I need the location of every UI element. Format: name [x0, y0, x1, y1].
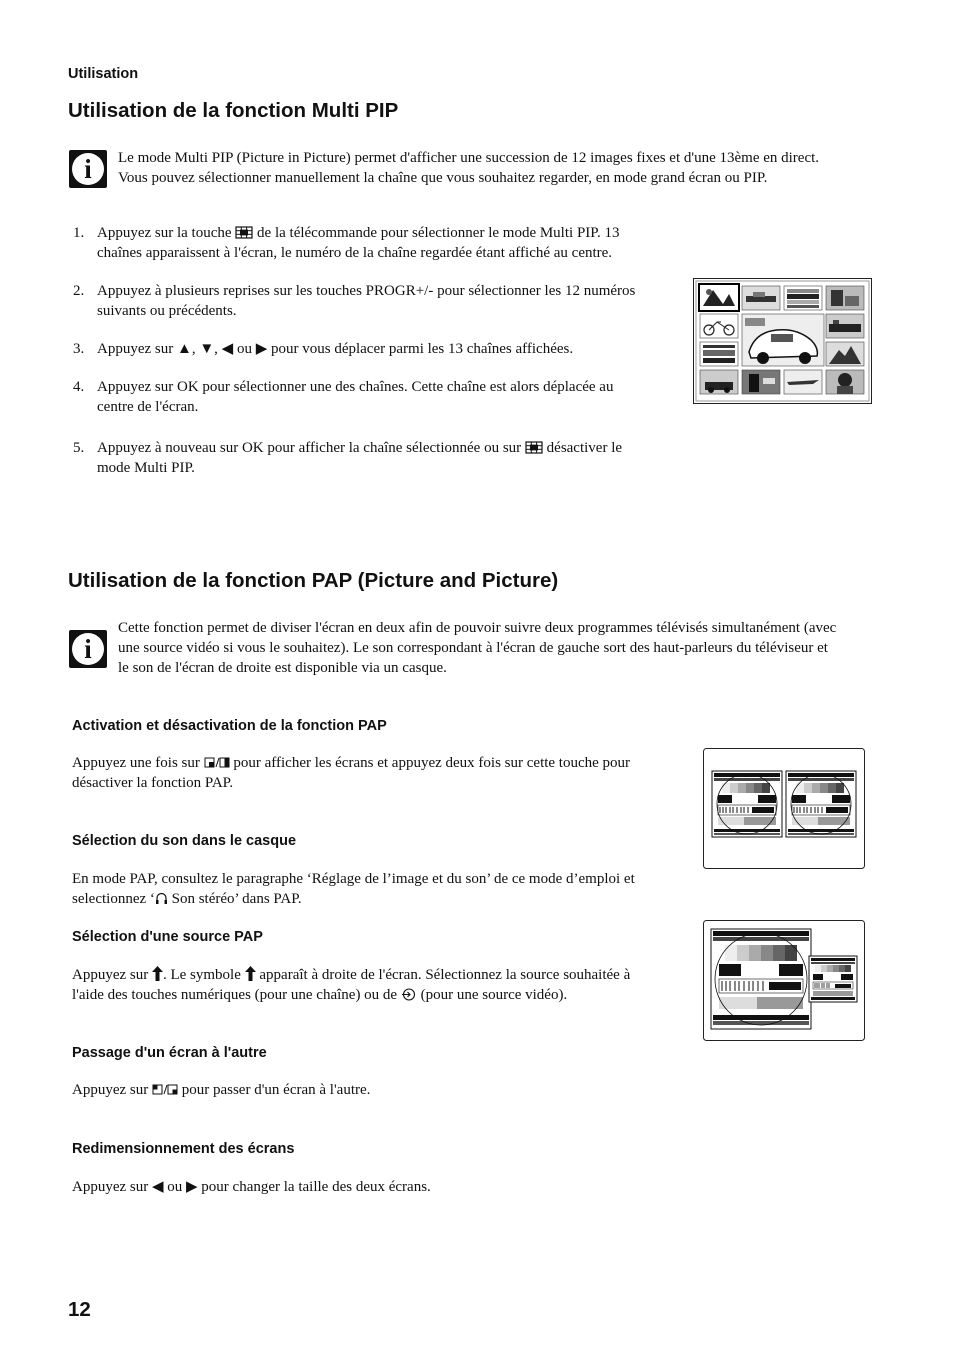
- text-span: Appuyez sur: [72, 1082, 149, 1098]
- activation-text: [72, 753, 682, 793]
- multipip-info-line2: Vous pouvez sélectionner manuellement la chaîne que vous souhaitez regarder, en mode grand écran ou PIP.: [118, 170, 768, 186]
- up-arrow-icon: [152, 966, 163, 981]
- text-span: Son stéréo’ dans PAP.: [171, 891, 302, 907]
- step-text: mode Multi PIP.: [97, 460, 195, 476]
- section-title-multipip: Utilisation de la fonction Multi PIP: [68, 99, 399, 122]
- text-span: désactiver la fonction PAP.: [72, 775, 234, 791]
- up-arrow-icon: [245, 966, 256, 981]
- son-text: [72, 869, 692, 909]
- step-item: [73, 281, 687, 321]
- multipip-info-line1: Le mode Multi PIP (Picture in Picture) permet d'afficher une succession de 12 images fixes et d'une 13ème en direct.: [118, 150, 820, 166]
- text-span: l'aide des touches numériques (pour une chaîne) ou de: [72, 987, 398, 1003]
- text-span: En mode PAP, consultez le paragraphe ‘Réglage de l’image et du son’ de ce mode d’emploi et: [72, 871, 635, 887]
- pap-info-line1: Cette fonction permet de diviser l'écran en deux afin de pouvoir suivre deux programmes télévisés simultanément (avec: [118, 620, 837, 636]
- step-number: 3.: [73, 341, 85, 357]
- running-header: Utilisation: [68, 66, 139, 82]
- step-item: [73, 438, 687, 478]
- source-text: [72, 965, 692, 1005]
- step-item: [73, 223, 687, 263]
- step-text: chaînes apparaissent à l'écran, le numéro de la chaîne regardée étant affiché au centre.: [97, 245, 613, 261]
- text-span: pour passer d'un écran à l'autre.: [181, 1082, 371, 1098]
- step-text: Appuyez sur OK pour sélectionner une des chaînes. Cette chaîne est alors déplacée au: [97, 379, 614, 395]
- resize-text: Appuyez sur ◀ ou ▶ pour changer la taille des deux écrans.: [72, 1179, 431, 1195]
- subheading-resize: Redimensionnement des écrans: [72, 1141, 295, 1157]
- step-text: Appuyez sur ▲, ▼, ◀ ou ▶ pour vous déplacer parmi les 13 chaînes affichées.: [97, 341, 574, 357]
- step-text: Appuyez à plusieurs reprises sur les touches PROGR+/- pour sélectionner les 12 numéros: [97, 283, 636, 299]
- subheading-activation: Activation et désactivation de la fonction PAP: [72, 718, 387, 734]
- step-text: de la télécommande pour sélectionner le mode Multi PIP. 13: [257, 225, 620, 241]
- step-number: 4.: [73, 379, 85, 395]
- page-number: 12: [68, 1298, 91, 1321]
- pap-button-icon: [204, 756, 230, 769]
- text-span: . Le symbole: [162, 967, 241, 983]
- text-span: (pour une source vidéo).: [420, 987, 568, 1003]
- step-text: centre de l'écran.: [97, 399, 199, 415]
- text-span: apparaît à droite de l'écran. Sélectionnez la source souhaitée à: [259, 967, 631, 983]
- multipip-button-icon: [235, 226, 253, 239]
- text-span: selectionnez ‘: [72, 891, 155, 907]
- text-span: Appuyez une fois sur: [72, 755, 200, 771]
- step-number: 2.: [73, 283, 85, 299]
- step-text: suivants ou précédents.: [97, 303, 237, 319]
- step-text: Appuyez à nouveau sur OK pour afficher la chaîne sélectionnée ou sur: [97, 440, 522, 456]
- text-span: pour afficher les écrans et appuyez deux fois sur cette touche pour: [233, 755, 631, 771]
- video-input-icon: [401, 988, 417, 1001]
- info-icon: i: [69, 630, 107, 668]
- text-span: Appuyez sur: [72, 967, 149, 983]
- step-number: 1.: [73, 225, 85, 241]
- headphones-icon: [155, 892, 168, 905]
- subheading-son: Sélection du son dans le casque: [72, 833, 297, 849]
- info-icon: i: [69, 150, 107, 188]
- pap-split-screen-illustration: [703, 748, 866, 870]
- swap-screen-icon: [152, 1083, 178, 1096]
- multipip-screen-illustration: [693, 278, 872, 404]
- multipip-button-icon: [525, 441, 543, 454]
- step-number: 5.: [73, 440, 85, 456]
- pap-info-line3: le son de l'écran de droite est disponible via un casque.: [118, 660, 447, 676]
- subheading-source: Sélection d'une source PAP: [72, 929, 263, 945]
- passage-text: [72, 1080, 692, 1100]
- step-item: [73, 339, 687, 359]
- step-text: Appuyez sur la touche: [97, 225, 232, 241]
- step-item: [73, 377, 687, 417]
- step-text: désactiver le: [546, 440, 623, 456]
- section-title-pap: Utilisation de la fonction PAP (Picture and Picture): [68, 569, 559, 592]
- subheading-passage: Passage d'un écran à l'autre: [72, 1045, 267, 1061]
- pap-source-screen-illustration: [703, 920, 866, 1042]
- pap-info-line2: une source vidéo si vous le souhaitez). Le son correspondant à l'écran de gauche sort des haut-parleurs du téléviseur et: [118, 640, 828, 656]
